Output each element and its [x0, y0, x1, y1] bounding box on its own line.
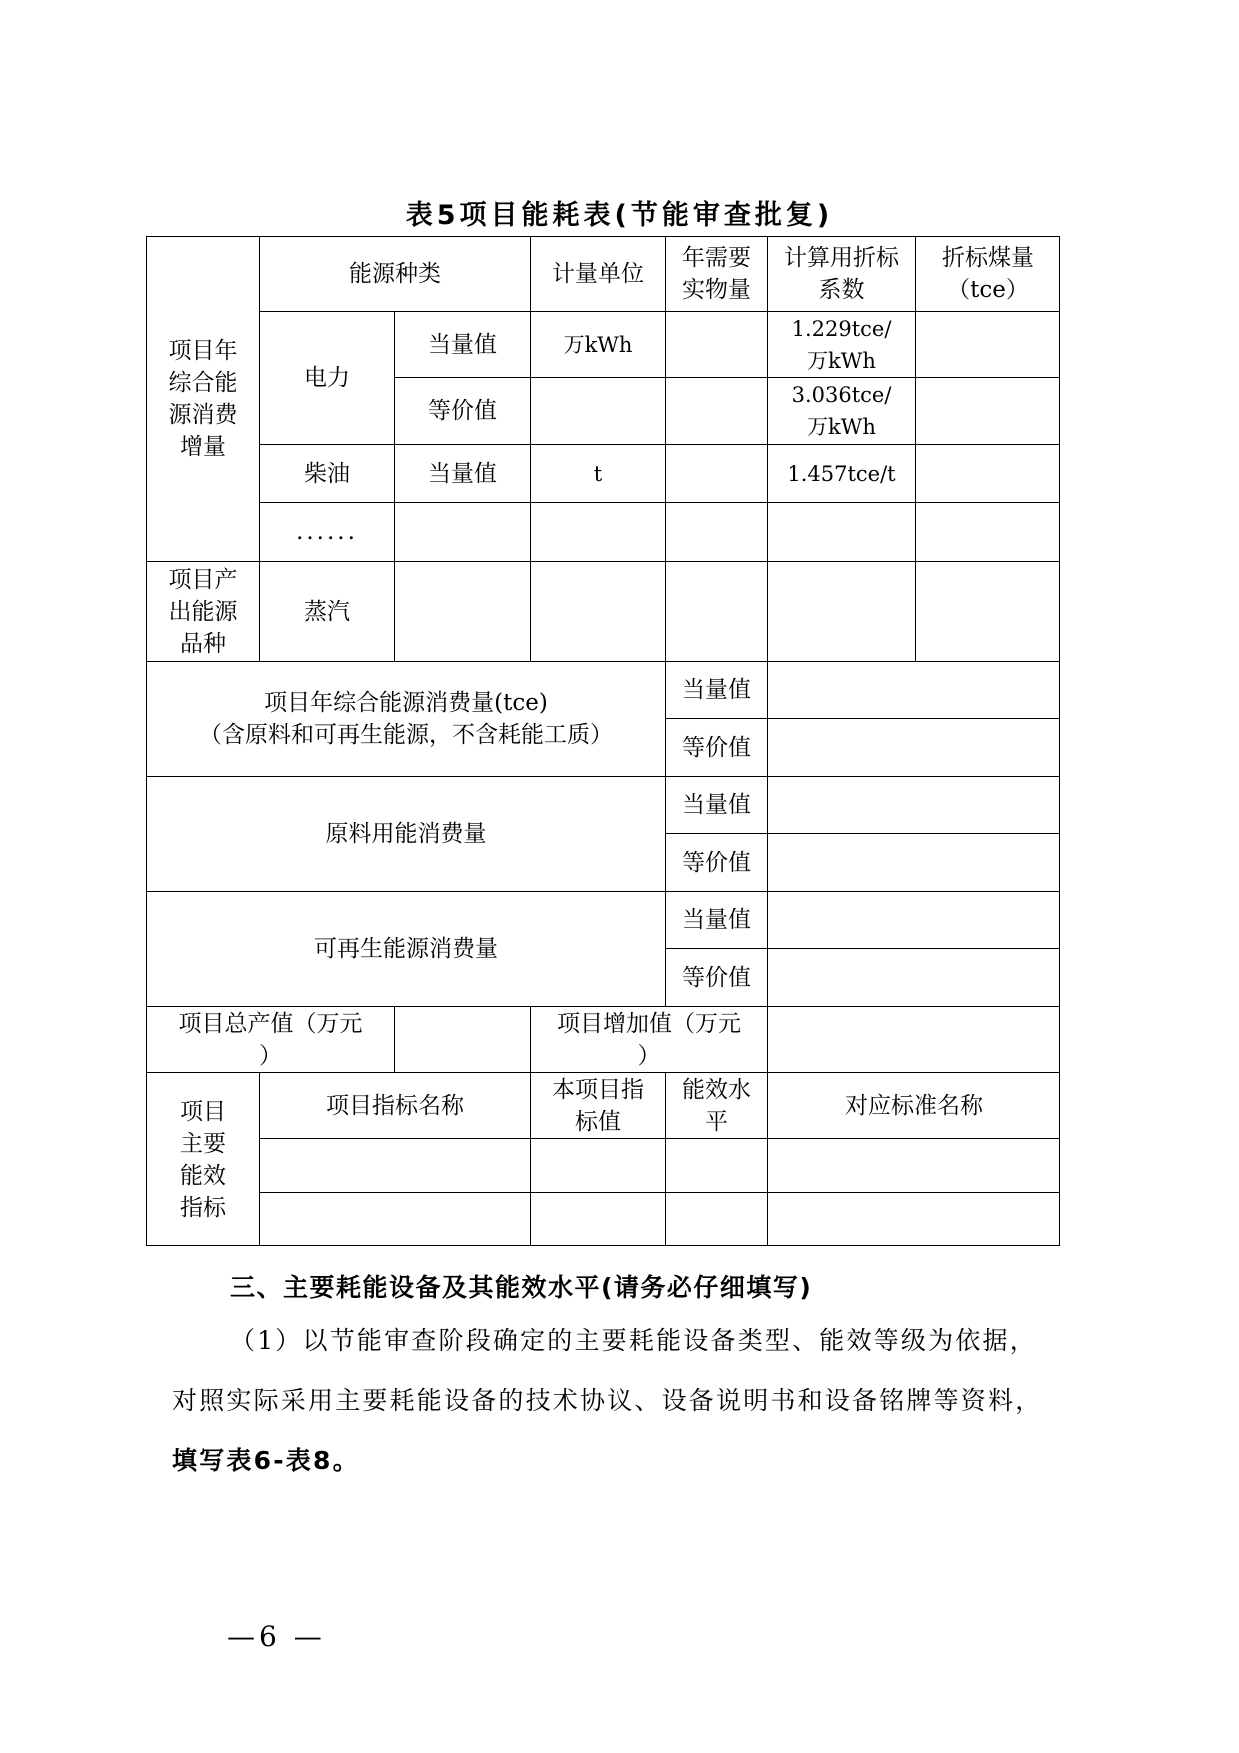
section-heading: 三、主要耗能设备及其能效水平(请务必仔细填写): [230, 1273, 813, 1302]
annual-total-equiv-value: [767, 661, 1060, 718]
table-title: 表5项目能耗表(节能审查批复): [405, 200, 834, 231]
electricity-equiv-label: 当量值: [394, 311, 530, 377]
paragraph-line-3: 填写表6-表8。: [172, 1446, 360, 1475]
steam-type: [394, 561, 530, 661]
header-annual-quantity: 年需要 实物量: [665, 236, 767, 311]
electricity-equiv-coal: [915, 311, 1060, 377]
added-value-label: 项目增加值（万元 ）: [530, 1006, 767, 1072]
electricity-label: 电力: [259, 311, 394, 444]
total-output-label: 项目总产值（万元 ）: [146, 1006, 394, 1072]
indicator-row-1-name: [259, 1138, 530, 1192]
other-energy-factor: [767, 502, 915, 561]
raw-material-equal-label: 等价值: [665, 833, 767, 891]
page-number: —6 —: [227, 1620, 326, 1653]
electricity-equal-unit: [530, 377, 665, 444]
renewable-equiv-value: [767, 891, 1060, 948]
electricity-equiv-factor: 1.229tce/ 万kWh: [767, 311, 915, 377]
annual-total-equal-value: [767, 718, 1060, 776]
diesel-equiv-label: 当量值: [394, 444, 530, 502]
steam-unit: [530, 561, 665, 661]
other-energy-ellipsis: ......: [259, 502, 394, 561]
other-energy-quantity: [665, 502, 767, 561]
other-energy-unit: [530, 502, 665, 561]
raw-material-equiv-value: [767, 776, 1060, 833]
steam-label: 蒸汽: [259, 561, 394, 661]
paragraph-line-2: 对照实际采用主要耗能设备的技术协议、设备说明书和设备铭牌等资料，: [172, 1386, 1043, 1415]
energy-consumption-table: [146, 236, 1060, 1246]
header-standard-coal: 折标煤量 （tce）: [915, 236, 1060, 311]
electricity-equal-quantity: [665, 377, 767, 444]
renewable-equal-value: [767, 948, 1060, 1006]
annual-total-label: 项目年综合能源消费量(tce) （含原料和可再生能源，不含耗能工质）: [146, 661, 665, 776]
other-energy-coal: [915, 502, 1060, 561]
header-indicator-value: 本项目指 标值: [530, 1072, 665, 1138]
renewable-equal-label: 等价值: [665, 948, 767, 1006]
renewable-equiv-label: 当量值: [665, 891, 767, 948]
steam-coal: [915, 561, 1060, 661]
indicator-row-2-standard: [767, 1192, 1060, 1246]
renewable-label: 可再生能源消费量: [146, 891, 665, 1006]
diesel-label: 柴油: [259, 444, 394, 502]
raw-material-label: 原料用能消费量: [146, 776, 665, 891]
group-efficiency-label: 项目 主要 能效 指标: [146, 1072, 259, 1246]
annual-total-equal-label: 等价值: [665, 718, 767, 776]
indicator-row-2-level: [665, 1192, 767, 1246]
electricity-equal-label: 等价值: [394, 377, 530, 444]
electricity-equal-coal: [915, 377, 1060, 444]
group-consumption-label: 项目年 综合能 源消费 增量: [146, 236, 259, 561]
electricity-equal-factor: 3.036tce/ 万kWh: [767, 377, 915, 444]
header-standard-name: 对应标准名称: [767, 1072, 1060, 1138]
other-energy-type: [394, 502, 530, 561]
group-output-label: 项目产 出能源 品种: [146, 561, 259, 661]
diesel-factor: 1.457tce/t: [767, 444, 915, 502]
diesel-unit: t: [530, 444, 665, 502]
header-conversion-factor: 计算用折标 系数: [767, 236, 915, 311]
steam-quantity: [665, 561, 767, 661]
raw-material-equiv-label: 当量值: [665, 776, 767, 833]
added-value-value: [767, 1006, 1060, 1072]
electricity-unit: 万kWh: [530, 311, 665, 377]
header-indicator-name: 项目指标名称: [259, 1072, 530, 1138]
indicator-row-1-value: [530, 1138, 665, 1192]
diesel-coal: [915, 444, 1060, 502]
indicator-row-1-level: [665, 1138, 767, 1192]
table-bottom-border: [146, 1245, 1060, 1247]
raw-material-equal-value: [767, 833, 1060, 891]
indicator-row-1-standard: [767, 1138, 1060, 1192]
total-output-value: [394, 1006, 530, 1072]
steam-factor: [767, 561, 915, 661]
indicator-row-2-name: [259, 1192, 530, 1246]
paragraph-line-1: （1）以节能审查阶段确定的主要耗能设备类型、能效等级为依据，: [230, 1326, 1037, 1355]
table-right-border: [1059, 236, 1061, 1246]
indicator-row-2-value: [530, 1192, 665, 1246]
header-unit: 计量单位: [530, 236, 665, 311]
header-energy-type: 能源种类: [259, 236, 530, 311]
header-efficiency-level: 能效水 平: [665, 1072, 767, 1138]
annual-total-equiv-label: 当量值: [665, 661, 767, 718]
electricity-equiv-quantity: [665, 311, 767, 377]
diesel-quantity: [665, 444, 767, 502]
